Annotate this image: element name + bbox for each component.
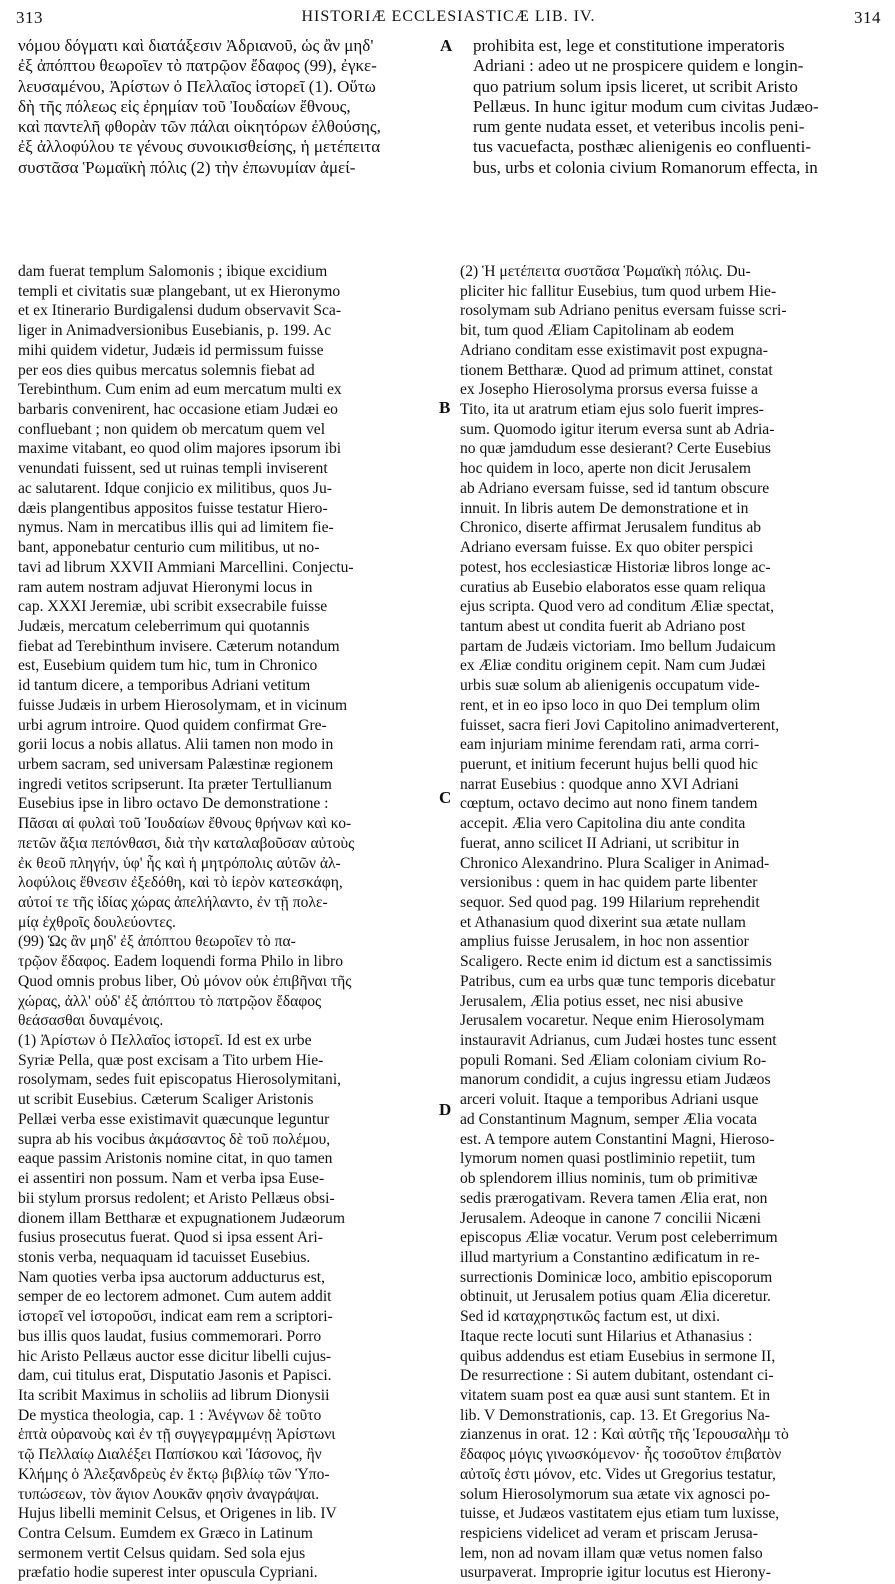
text-line: δὴ τῆς πόλεως εἰς ἐρημίαν τοῦ Ἰουδαίων ἔθνους, <box>18 96 351 116</box>
text-line: instauravit Adrianus, cum Judæi hostes tunc essent <box>460 1032 777 1050</box>
text-line: lymorum nomen quasi postliminio repetiit, tum <box>460 1150 756 1168</box>
text-line: liger in Animadversionibus Eusebianis, p. 199. Ac <box>18 322 332 340</box>
text-line: et Athanasium quod dixerint sua ætate nullam <box>460 913 746 931</box>
text-line: χώρας, ἀλλ' οὐδ' ἐξ ἀπόπτου τὸ πατρῷον ἔδαφος <box>18 992 322 1010</box>
text-line: τρῷον ἔδαφος. Eadem loquendi forma Philo in libro <box>18 953 343 971</box>
text-line: pliciter hic fallitur Eusebius, tum quod urbem Hie- <box>460 282 777 300</box>
text-line: prohibita est, lege et constitutione imperatoris <box>473 36 785 55</box>
text-line: templi et civitatis suæ plangebant, ut ex Hieronymo <box>18 282 341 300</box>
text-line: Quod omnis probus liber, Οὐ μόνον οὐκ ἐπιβῆναι τῆς <box>18 972 352 990</box>
text-line: tionem Bettharæ. Quod ad primum attinet, constat <box>460 361 773 379</box>
text-line: obtinuit, ut Jerusalem potius quam Ælia diceretur. <box>460 1288 771 1306</box>
text-line: urbis suæ solum ab alienigenis occupatum vide- <box>460 677 760 695</box>
running-header <box>16 8 881 30</box>
text-line: μίᾳ ἐχθροῖς δουλεύοντες. <box>18 913 176 931</box>
text-line: Judæis, mercatum celeberrimum qui quotannis <box>18 617 310 635</box>
page-number-right: 314 <box>854 8 881 27</box>
text-line: λευσαμένου, Ἀρίστων ὁ Πελλαῖος ἱστορεῖ (1). Οὕτω <box>18 76 376 96</box>
text-line: innuit. In libris autem De demonstratione et in <box>460 499 749 517</box>
text-line: arceri voluit. Itaque a temporibus Adriani usque <box>460 1091 759 1109</box>
text-line: θεάσασθαι δυναμένοις. <box>18 1012 164 1030</box>
text-line: maxime vitabant, eo quod olim majores ipsorum ibi <box>18 440 342 458</box>
text-line: ἱστορεῖ vel ἱστοροῦσι, indicat eam rem a scriptori- <box>18 1308 333 1326</box>
text-line: ob splendorem illius nominis, tum ob primitivæ <box>460 1170 758 1188</box>
text-line: ac salutarent. Idque conjicio ex militibus, quos Ju- <box>18 479 332 497</box>
text-line: ἑπτὰ οὐρανοὺς καὶ ἐν τῇ συγγεγραμμένῃ Ἀρίστωνι <box>18 1426 336 1444</box>
page-number-left: 313 <box>16 8 43 27</box>
text-line: rum gente nudata esset, et veteribus incolis peni- <box>473 117 805 137</box>
text-line: ex Josepho Hierosolyma prorsus eversa fuisse a <box>460 381 758 399</box>
text-line: episcopus Æliæ vocatur. Verum post celeberrimum <box>460 1229 778 1247</box>
text-line: sequor. Sed quod pag. 199 Hilarium reprehendit <box>460 894 760 911</box>
text-line: ut scribit Eusebius. Cæterum Scaliger Aristonis <box>18 1091 314 1109</box>
text-line: fuisset, sacra fieri Jovi Capitolino animadverterent, <box>460 716 780 734</box>
text-line: tavi ad librum XXVII Ammiani Marcellini. Conjectu- <box>18 558 354 576</box>
text-line: sum. Quomodo igitur iterum eversa sunt ab Adria- <box>460 420 775 438</box>
text-line: De mystica theologia, cap. 1 : Ἀνέγνων δὲ τοῦτο <box>18 1406 322 1424</box>
text-line: Contra Celsum. Eumdem ex Græco in Latinum <box>18 1525 313 1542</box>
margin-letter-a: A <box>440 36 453 55</box>
text-line: dam fuerat templum Salomonis ; ibique excidium <box>18 263 328 280</box>
text-line: ab Adriano eversam fuisse, sed id tantum obscure <box>460 479 770 497</box>
text-line: fuisse Judæis in urbem Hierosolymam, et in vicinum <box>18 696 348 714</box>
text-line: urbem sacram, sed universam Palæstinæ regionem <box>18 755 334 773</box>
text-line: tantum abest ut condita fuerit ab Adriano post <box>460 617 746 635</box>
text-line: puerunt, et initium fecerunt hujus belli quod hic <box>460 755 758 773</box>
text-line: fuerat, anno scilicet II Adriani, ut scribitur in <box>460 834 740 852</box>
text-line: cœptum, octavo decimo aut nono finem tandem <box>460 795 758 813</box>
text-line: ejus scripta. Quod vero ad conditum Æliæ spectat, <box>460 598 774 616</box>
text-line: Terebinthum. Cum enim ad eum mercatum multi ex <box>18 381 342 399</box>
text-line: dam, cui titulus erat, Disputatio Jasonis et Papisci. <box>18 1367 332 1385</box>
text-line: fusius prosecutus fuerat. Quod si ipsa essent Ari- <box>18 1229 323 1247</box>
text-line: dæis plangentibus appositos fuisse testatur Hiero- <box>18 499 328 517</box>
text-line: tus vacuefacta, posthæc alienigenis eo confluenti- <box>473 137 811 157</box>
text-line: Ita scribit Maximus in scholiis ad librum Dionysii <box>18 1386 330 1404</box>
text-line: usurpaverat. Improprie igitur locutus est Hierony- <box>460 1564 771 1582</box>
text-line: semper de eo lectorem admonet. Cum autem addit <box>18 1288 332 1306</box>
text-line: surrectionis Dominicæ loco, ambitio episcoporum <box>460 1268 773 1286</box>
text-line: ei assentiri non possum. Nam et verba ipsa Euse- <box>18 1170 325 1188</box>
text-line: lib. V Demonstrationis, cap. 13. Et Gregorius Na- <box>460 1406 770 1424</box>
text-line: confluebant ; non quidem ob mercatum quem vel <box>18 420 326 438</box>
text-line: partam de Judæis victoriam. Imo bellum Judaicum <box>460 637 776 655</box>
text-line: accepit. Ælia vero Capitolina diu ante condita <box>460 815 746 833</box>
text-line: Pellæi verba esse existimavit quæcunque leguntur <box>18 1110 330 1128</box>
notes-right-column <box>460 262 885 1583</box>
text-line: est. A tempore autem Constantini Magni, Hieroso- <box>460 1130 775 1148</box>
text-line: stonis verba, nequaquam id tacuisset Eusebius. <box>18 1248 311 1266</box>
text-line: Adriano conditam esse existimavit post expugna- <box>460 341 768 359</box>
text-line: id tantum dicere, a temporibus Adriani vetitum <box>18 677 311 695</box>
text-line: barbaris convenirent, hac occasione etiam Judæi eo <box>18 401 338 419</box>
margin-letter-c: C <box>439 788 452 807</box>
text-line: eam injuriam minime ferendam rati, arma corri- <box>460 736 760 754</box>
text-line: (1) Ἀρίστων ὁ Πελλαῖος ἱστορεῖ. Id est ex urbe <box>18 1032 312 1050</box>
text-line: (2) Ἡ μετέπειτα συστᾶσα Ῥωμαϊκὴ πόλις. Du- <box>460 263 751 280</box>
text-line: Pellæus. In hunc igitur modum cum civitas Judæo- <box>473 96 819 116</box>
text-line: bii stylum prorsus redolent; et Aristo Pellæus obsi- <box>18 1189 335 1207</box>
text-line: Πᾶσαι αἱ φυλαὶ τοῦ Ἰουδαίων ἔθνους θρήνων καὶ κο- <box>18 815 352 833</box>
text-line: Jerusalem vocaretur. Neque enim Hierosolymam <box>460 1012 765 1030</box>
text-line: τῷ Πελλαίῳ Διαλέξει Παπίσκου καὶ Ἰάσονος, ἣν <box>18 1446 322 1464</box>
text-line: ram autem nostram adjuvat Hieronymi locus in <box>18 578 313 596</box>
text-line: cap. XXXI Jeremiæ, ubi scribit exsecrabile fuisse <box>18 598 328 616</box>
text-line: solum Hierosolymorum sua ætate vix agnosci po- <box>460 1485 771 1503</box>
text-line: bus, urbs et colonia civium Romanorum effecta, in <box>473 157 818 177</box>
text-line: ἐξ ἀπόπτου θεωροῖεν τὸ πατρῷον ἔδαφος (99), ἐγκε- <box>18 56 377 76</box>
text-line: zianzenus in orat. 12 : Καὶ αὐτῆς τῆς Ἱερουσαλὴμ τὸ <box>460 1426 789 1444</box>
text-line: urbi agrum introire. Quod quidem confirmat Gre- <box>18 716 327 734</box>
text-line: πετῶν ἄξια πεπόνθασι, διὰ τὴν καταλαβοῦσαν αὐτοὺς <box>18 834 355 852</box>
text-line: dionem illam Bettharæ et expugnationem Judæorum <box>18 1209 345 1227</box>
text-line: venundati fuissent, sed ut ruinas templi inviserent <box>18 460 328 478</box>
text-line: Tito, ita ut aratrum etiam ejus solo fuerit impres- <box>460 401 764 419</box>
text-line: et ex Itinerario Burdigalensi dudum observavit Sca- <box>18 302 342 320</box>
running-title: HISTORIÆ ECCLESIASTICÆ LIB. IV. <box>301 8 596 25</box>
text-line: tuisse, et Judæos vastitatem ejus etiam tum luxisse, <box>460 1505 780 1523</box>
margin-letter-d: D <box>439 1100 452 1119</box>
text-line: Κλήμης ὁ Ἀλεξανδρεὺς ἐν ἕκτῳ βιβλίῳ τῶν Ὑπο- <box>18 1465 330 1483</box>
text-line: respiciens videlicet ad veram et priscam Jerusa- <box>460 1525 758 1542</box>
text-line: illud martyrium a Constantino ædificatum in re- <box>460 1248 760 1266</box>
text-line: Adriano eversam fuisse. Ex quo obiter perspici <box>460 539 754 557</box>
text-line: ad Constantinum Magnum, semper Ælia vocata <box>460 1110 758 1128</box>
text-line: quibus addendus est etiam Eusebius in sermone II, <box>460 1347 776 1365</box>
text-line: αὐτοῖς ἐστι μόνον, etc. Vides ut Gregorius testatur, <box>460 1465 776 1483</box>
text-line: est, Eusebium quidem tum hic, tum in Chronico <box>18 657 318 675</box>
margin-letter-b: B <box>439 398 451 417</box>
notes-left-column <box>18 262 438 1583</box>
text-line: Patribus, cum ea urbs quæ tunc temporis dicebatur <box>460 972 776 990</box>
text-line: Hujus libelli meminit Celsus, et Origenes in lib. IV <box>18 1505 337 1523</box>
text-line: (99) Ὡς ἂν μηδ' ἐξ ἀπόπτου θεωροῖεν τὸ πα- <box>18 933 296 951</box>
text-line: nymus. Nam in mercatibus illis qui ad limitem fie- <box>18 519 334 537</box>
text-line: lem, non ad novam illam quæ vetus nomen falso <box>460 1544 763 1562</box>
text-line: manorum condidit, a cujus ingressu etiam Judæos <box>460 1071 771 1089</box>
text-line: Sed id καταχρηστικῶς factum est, ut dixi. <box>460 1308 721 1326</box>
text-line: narrat Eusebius : quodque anno XVI Adriani <box>460 775 739 793</box>
text-line: eaque passim Aristonis nomine citat, in quo tamen <box>18 1150 333 1168</box>
text-line: Itaque recte locuti sunt Hilarius et Athanasius : <box>460 1327 753 1345</box>
text-line: Eusebius ipse in libro octavo De demonstratione : <box>18 795 329 813</box>
text-line: ἔδαφος μόγις γινωσκόμενον· ἧς τοσοῦτον ἐπιβατὸν <box>460 1446 782 1464</box>
text-line: curatius ab Eusebio elaboratos esse quam reliqua <box>460 578 766 596</box>
text-line: Nam quoties verba ipsa auctorum adducturus est, <box>18 1268 326 1286</box>
text-line: ingredi vetitos scripserunt. Ita præter Tertullianum <box>18 775 332 793</box>
text-line: quo patrium solum ipsis liceret, ut scribit Aristo <box>473 76 798 96</box>
text-line: καὶ παντελῆ φθορὰν τῶν πάλαι οἰκητόρων ἐλθούσης, <box>18 117 381 137</box>
latin-main-text <box>473 36 883 178</box>
text-line: amplius fuisse Jerusalem, in hoc non assentior <box>460 933 749 951</box>
text-line: rent, et in eo ipso loco in quo Dei templum olim <box>460 696 761 714</box>
text-line: sedis prærogativam. Revera tamen Ælia erat, non <box>460 1189 768 1207</box>
text-line: Syriæ Pella, quæ post excisam a Tito urbem Hie- <box>18 1051 324 1069</box>
text-line: Adriani : adeo ut ne prospicere quidem e longin- <box>473 56 804 76</box>
greek-main-text <box>18 36 438 178</box>
text-line: hoc quidem in loco, aperte non dicit Jerusalem <box>460 460 751 478</box>
text-line: sermonem vertit Celsus quidam. Sed sola ejus <box>18 1544 306 1562</box>
text-line: potest, hos ecclesiasticæ Historiæ libros longe ac- <box>460 558 771 576</box>
text-line: Jerusalem. Adeoque in canone 7 concilii Nicæni <box>460 1209 761 1227</box>
text-line: συστᾶσα Ῥωμαϊκὴ πόλις (2) τὴν ἐπωνυμίαν ἀμεί- <box>18 157 356 177</box>
text-line: supra ab his vocibus ἀκμάσαντος δὲ τοῦ πολέμου, <box>18 1130 331 1148</box>
text-line: per eos dies quibus mercatus solemnis fiebat ad <box>18 361 315 379</box>
text-line: no quæ jamdudum esse desierant? Certe Eusebius <box>460 440 771 458</box>
text-line: νόμου δόγματι καὶ διατάξεσιν Ἀδριανοῦ, ὡς ἂν μηδ' <box>18 36 374 55</box>
text-line: ἐκ θεοῦ πληγήν, ὑφ' ἧς καὶ ἡ μητρόπολις αὐτῶν ἀλ- <box>18 854 341 872</box>
text-line: ἐξ ἀλλοφύλου τε γένους συνοικισθείσης, ἡ μετέπειτα <box>18 137 381 157</box>
text-line: præfatio hodie superest inter opuscula Cypriani. <box>18 1564 318 1582</box>
text-line: gorii locus a nobis allatus. Alii tamen non modo in <box>18 736 334 754</box>
text-line: Jerusalem, Ælia potius esset, nec nisi abusive <box>460 992 744 1010</box>
text-line: rosolymam, sedes fuit episcopatus Hierosolymitani, <box>18 1071 342 1089</box>
text-line: populi Romani. Sed Æliam coloniam civium Ro- <box>460 1051 767 1069</box>
text-line: fiebat ad Terebinthum invisere. Cæterum notandum <box>18 637 340 655</box>
text-line: De resurrectione : Si autem dubitant, ostendant ci- <box>460 1367 774 1385</box>
text-line: mihi quidem videtur, Judæis id permissum fuisse <box>18 341 324 359</box>
text-line: versionibus : quem in hac quidem parte libenter <box>460 874 758 892</box>
text-line: vitatem suam post ea quæ ausi sunt stantem. Et in <box>460 1386 771 1404</box>
text-line: Chronico, diserte affirmat Jerusalem funditus ab <box>460 519 762 537</box>
text-line: bant, apponebatur centurio cum militibus, ut no- <box>18 539 320 557</box>
text-line: Scaligero. Recte enim id dictum est a sanctissimis <box>460 953 772 971</box>
text-line: αὐτοί τε τῆς ἰδίας χώρας ἀπελήλαντο, ἐν τῇ πολε- <box>18 894 328 911</box>
text-line: Chronico Alexandrino. Plura Scaliger in Animad- <box>460 854 770 872</box>
text-line: rosolymam sub Adriano penitus eversam fuisse scri- <box>460 302 787 320</box>
text-line: bit, tum quod Æliam Capitolinam ab eodem <box>460 322 735 340</box>
text-line: hic Aristo Pellæus auctor esse dicitur libelli cujus- <box>18 1347 332 1365</box>
text-line: λοφύλοις ἔθνεσιν ἐξεδόθη, καὶ τὸ ἱερὸν κατεσκάφη, <box>18 874 343 892</box>
text-line: τυπώσεων, τὸν ἅγιον Λουκᾶν φησὶν ἀναγράψαι. <box>18 1485 320 1503</box>
text-line: ex Æliæ conditu originem cepit. Nam cum Judæi <box>460 657 766 675</box>
text-line: bus illis quos laudat, fusius commemorari. Porro <box>18 1327 322 1345</box>
